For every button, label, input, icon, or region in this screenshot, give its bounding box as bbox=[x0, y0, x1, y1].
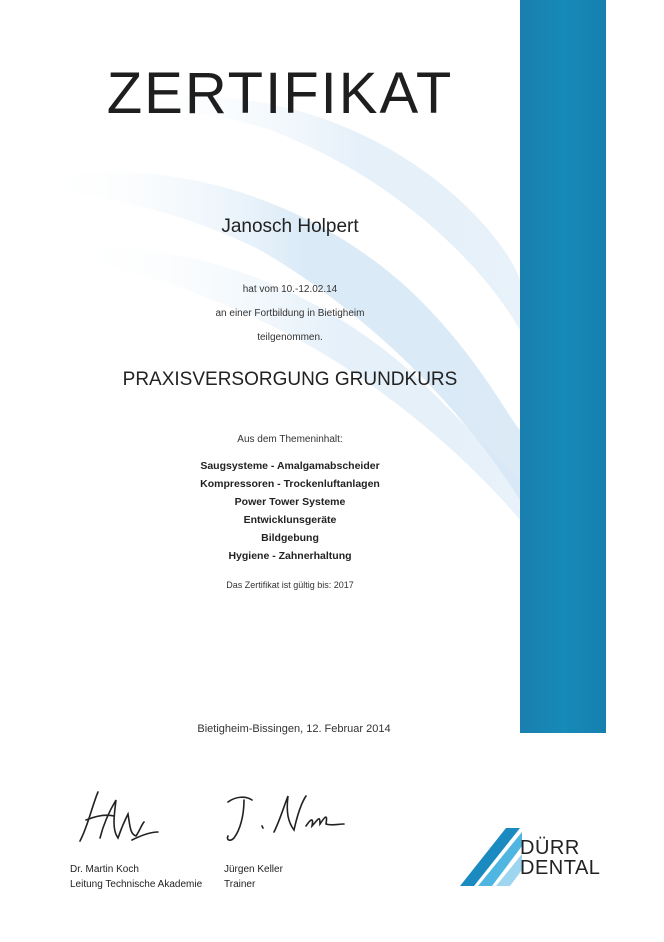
signatory-name: Jürgen Keller bbox=[224, 864, 283, 875]
signatory-role: Leitung Technische Akademie bbox=[70, 879, 203, 890]
signatory-keller bbox=[224, 862, 283, 892]
topics-heading: Aus dem Themeninhalt: bbox=[237, 434, 343, 445]
signatory-role: Trainer bbox=[224, 879, 256, 890]
place-and-date: Bietigheim-Bissingen, 12. Februar 2014 bbox=[197, 723, 391, 735]
signatory-koch bbox=[70, 862, 202, 892]
topic-item: Kompressoren - Trockenluftanlagen bbox=[200, 478, 380, 490]
topic-item: Bildgebung bbox=[261, 532, 319, 544]
attendance-line-2: an einer Fortbildung in Bietigheim bbox=[215, 308, 365, 319]
participant-name: Janosch Holpert bbox=[221, 216, 359, 237]
signatory-name: Dr. Martin Koch bbox=[70, 864, 139, 875]
course-title: PRAXISVERSORGUNG GRUNDKURS bbox=[122, 369, 458, 390]
attendance-line-1: hat vom 10.-12.02.14 bbox=[242, 284, 338, 295]
duerr-dental-logo-text bbox=[520, 838, 600, 878]
topic-item: Hygiene - Zahnerhaltung bbox=[228, 550, 352, 562]
certificate-title: ZERTIFIKAT bbox=[106, 61, 454, 126]
validity-note: Das Zertifikat ist gültig bis: 2017 bbox=[226, 580, 354, 590]
topic-item: Saugsysteme - Amalgamabscheider bbox=[200, 460, 380, 472]
topic-item: Entwicklunsgeräte bbox=[243, 514, 337, 526]
signature-keller bbox=[222, 790, 347, 848]
signature-koch bbox=[70, 786, 160, 848]
attendance-line-3: teilgenommen. bbox=[257, 332, 323, 343]
logo-line-2: DENTAL bbox=[520, 857, 601, 879]
topic-item: Power Tower Systeme bbox=[234, 496, 346, 508]
logo-line-1: DÜRR bbox=[520, 837, 580, 859]
